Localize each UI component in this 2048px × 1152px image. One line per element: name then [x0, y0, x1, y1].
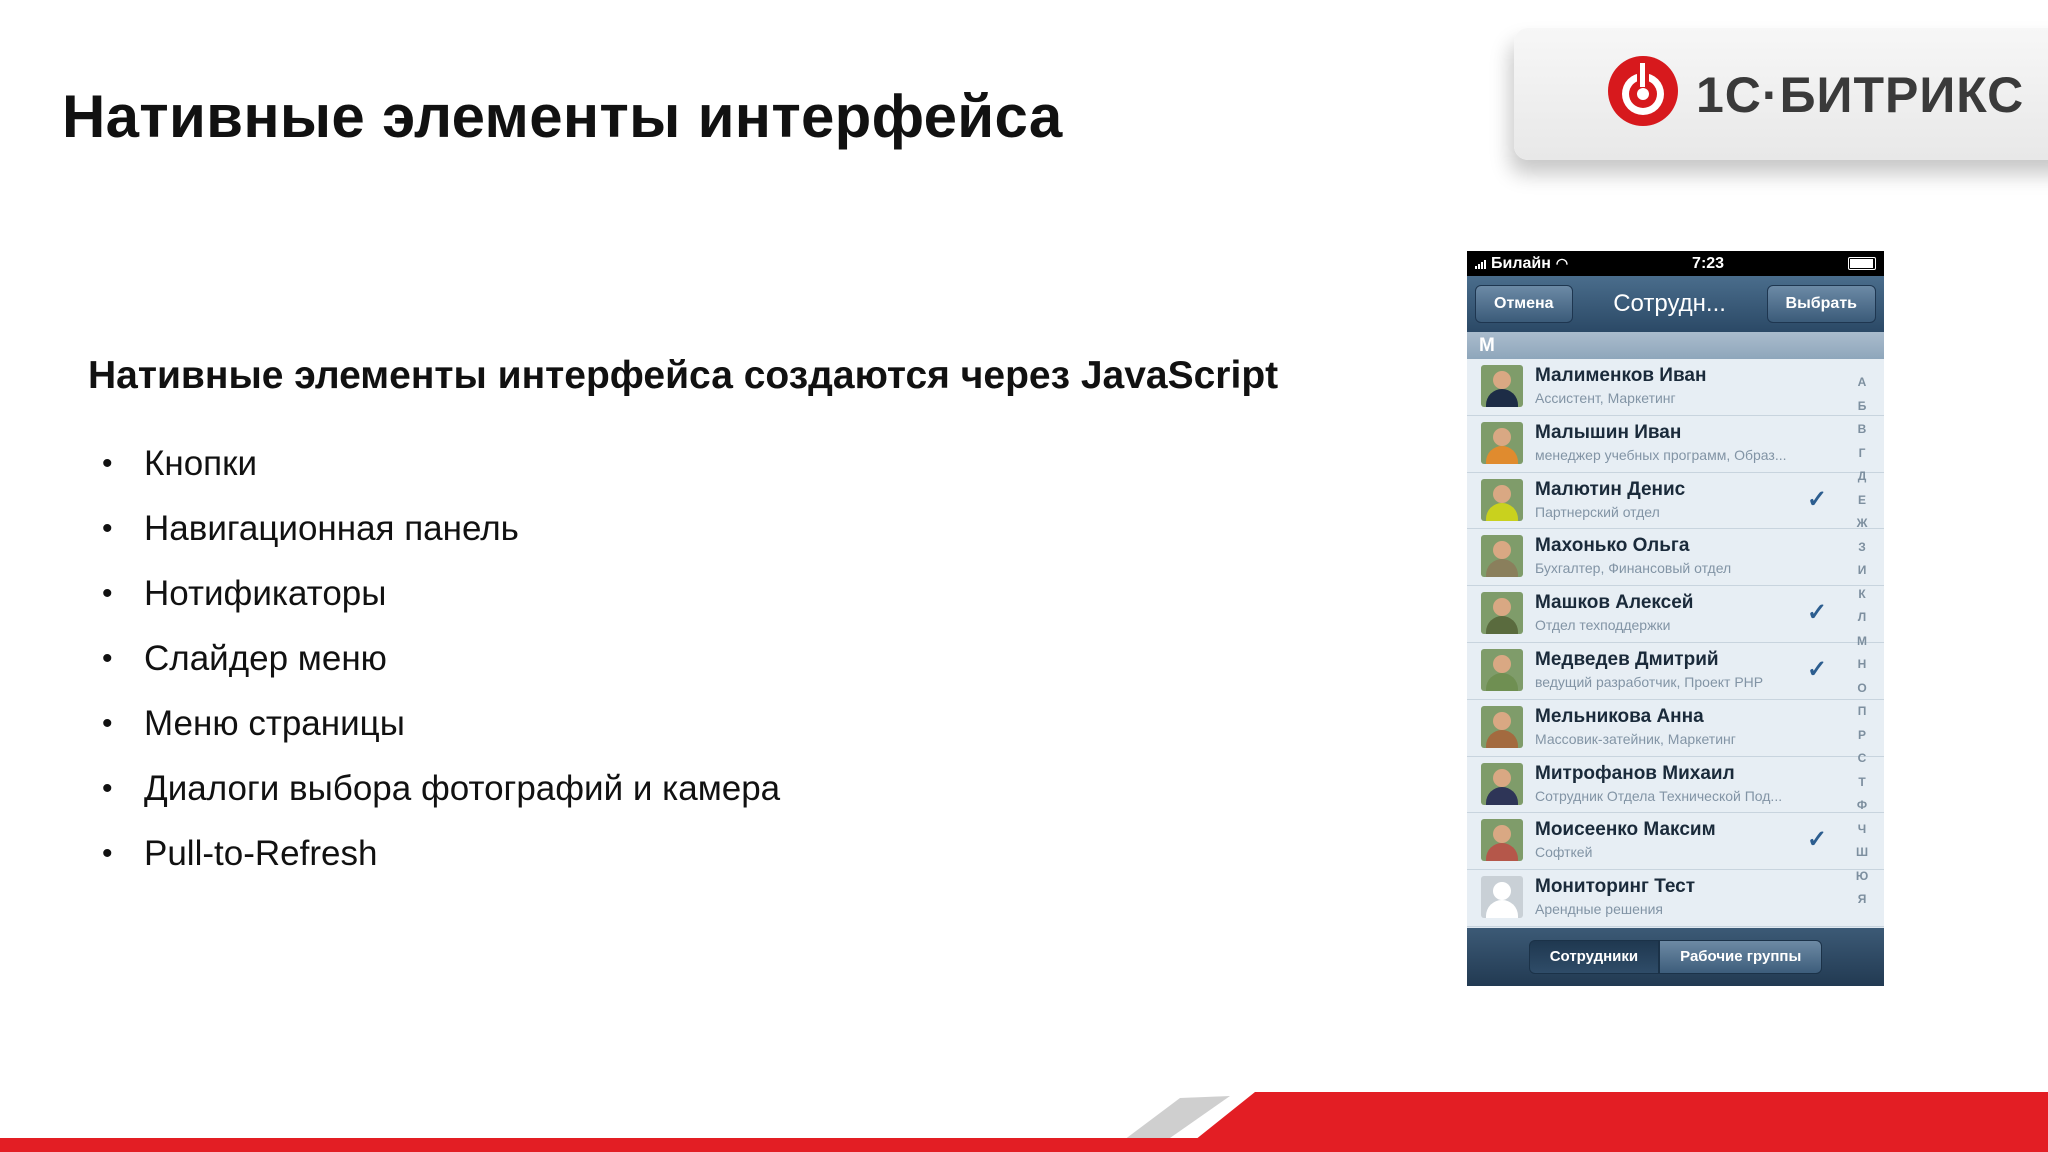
bullet-text: Кнопки — [144, 444, 257, 483]
slide-title: Нативные элементы интерфейса — [62, 83, 1063, 150]
bullet-item — [102, 568, 780, 633]
contact-name: Медведев Дмитрий — [1535, 648, 1719, 670]
navigation-bar — [1467, 276, 1884, 332]
contact-row[interactable] — [1467, 700, 1884, 757]
footer-band — [0, 1092, 2048, 1152]
tab-workgroups[interactable]: Рабочие группы — [1659, 940, 1822, 974]
bullet-text: Нотификаторы — [144, 574, 387, 613]
contact-position: Софткей — [1535, 844, 1593, 861]
section-header: М — [1467, 332, 1884, 359]
clock: 7:23 — [1692, 254, 1725, 272]
checkmark-icon: ✓ — [1807, 599, 1828, 627]
index-letter[interactable]: Р — [1857, 727, 1866, 742]
cancel-button[interactable]: Отмена — [1475, 285, 1573, 323]
index-letter[interactable]: Б — [1857, 398, 1867, 413]
contact-name: Машков Алексей — [1535, 592, 1694, 614]
avatar — [1481, 706, 1523, 748]
index-letter[interactable]: О — [1857, 680, 1867, 695]
contact-position: менеджер учебных программ, Образ... — [1535, 446, 1787, 463]
avatar — [1481, 365, 1523, 407]
index-letter[interactable]: Г — [1858, 445, 1866, 460]
bullet-icon: • — [102, 577, 113, 610]
tab-employees[interactable]: Сотрудники — [1529, 940, 1659, 974]
bullet-icon: • — [102, 772, 113, 805]
contact-row[interactable] — [1467, 586, 1884, 643]
index-letter[interactable]: Ж — [1856, 516, 1868, 530]
bullet-text: Навигационная панель — [144, 509, 519, 548]
contact-row[interactable] — [1467, 529, 1884, 586]
bullet-icon: • — [102, 707, 113, 740]
contact-name: Малышин Иван — [1535, 421, 1682, 443]
index-letter[interactable]: А — [1857, 375, 1867, 389]
index-letter[interactable]: Д — [1857, 469, 1867, 483]
footer-red-bar — [0, 1138, 2048, 1152]
bullet-item — [102, 698, 780, 763]
checkmark-icon: ✓ — [1807, 826, 1828, 854]
bullet-item — [102, 438, 780, 503]
index-letter[interactable]: Я — [1857, 892, 1867, 906]
index-letter[interactable]: М — [1857, 633, 1867, 648]
contact-position: Массовик-затейник, Маркетинг — [1535, 730, 1736, 747]
index-letter[interactable]: Е — [1857, 492, 1866, 507]
status-bar — [1467, 251, 1884, 276]
bullet-icon: • — [102, 837, 113, 870]
index-letter[interactable]: К — [1858, 586, 1866, 601]
logo-card — [1514, 28, 2048, 160]
nav-title: Сотрудн... — [1613, 290, 1726, 317]
bullet-text: Pull-to-Refresh — [144, 834, 378, 873]
bullet-icon: • — [102, 642, 113, 675]
bullet-icon: • — [102, 447, 113, 480]
slide-subtitle: Нативные элементы интерфейса создаются через JavaScript — [88, 354, 1279, 397]
contact-position: Сотрудник Отдела Технической Под... — [1535, 787, 1783, 804]
contact-list[interactable] — [1467, 359, 1884, 927]
contact-position: Партнерский отдел — [1535, 503, 1660, 520]
contact-row[interactable] — [1467, 359, 1884, 416]
contact-row[interactable] — [1467, 813, 1884, 870]
carrier-label: Билайн — [1491, 254, 1551, 272]
contact-row[interactable] — [1467, 473, 1884, 530]
phone-screenshot — [1467, 251, 1884, 986]
avatar — [1481, 819, 1523, 861]
contact-row[interactable] — [1467, 416, 1884, 473]
bullet-text: Слайдер меню — [144, 639, 387, 678]
index-letter[interactable]: Ч — [1857, 821, 1867, 836]
index-letter[interactable]: Ф — [1856, 798, 1868, 812]
bullet-list — [102, 438, 780, 893]
contact-position: Бухгалтер, Финансовый отдел — [1535, 560, 1732, 577]
index-letter[interactable]: Ю — [1855, 868, 1869, 883]
index-letter[interactable]: С — [1857, 751, 1867, 765]
index-letter[interactable]: Т — [1858, 774, 1866, 789]
bullet-item — [102, 633, 780, 698]
battery-icon — [1848, 257, 1876, 270]
contact-row[interactable] — [1467, 870, 1884, 927]
avatar — [1481, 479, 1523, 521]
checkmark-icon: ✓ — [1807, 485, 1828, 513]
alphabet-index[interactable] — [1852, 371, 1872, 912]
index-letter[interactable]: Ш — [1855, 845, 1869, 859]
contact-name: Малютин Денис — [1535, 478, 1686, 500]
bitrix-logo-icon — [1606, 53, 1680, 129]
contact-name: Мониторинг Тест — [1535, 876, 1696, 898]
avatar — [1481, 422, 1523, 464]
checkmark-icon: ✓ — [1807, 655, 1828, 683]
avatar — [1481, 763, 1523, 805]
bullet-item — [102, 828, 780, 893]
index-letter[interactable]: И — [1857, 563, 1867, 577]
contact-name: Мельникова Анна — [1535, 705, 1704, 727]
index-letter[interactable]: Н — [1857, 657, 1867, 671]
index-letter[interactable]: Л — [1857, 610, 1867, 624]
index-letter[interactable]: П — [1857, 704, 1867, 718]
contact-row[interactable] — [1467, 757, 1884, 814]
select-button[interactable]: Выбрать — [1767, 285, 1876, 323]
contact-position: Ассистент, Маркетинг — [1535, 390, 1676, 406]
wifi-icon: ◠ — [1555, 255, 1569, 271]
bullet-item — [102, 503, 780, 568]
segmented-control — [1467, 928, 1884, 986]
bullet-item — [102, 763, 780, 828]
contact-position: Отдел техподдержки — [1535, 617, 1671, 634]
avatar — [1481, 649, 1523, 691]
contact-name: Митрофанов Михаил — [1535, 762, 1735, 784]
contact-row[interactable] — [1467, 643, 1884, 700]
contact-name: Махонько Ольга — [1535, 535, 1690, 557]
contact-position: ведущий разработчик, Проект PHP — [1535, 673, 1764, 690]
index-letter[interactable]: В — [1857, 422, 1867, 436]
bullet-text: Диалоги выбора фотографий и камера — [144, 769, 781, 808]
avatar — [1481, 535, 1523, 577]
contact-position: Арендные решения — [1535, 901, 1664, 918]
logo-text: 1С·БИТРИКС — [1696, 67, 2025, 123]
bullet-text: Меню страницы — [144, 704, 405, 743]
bullet-icon: • — [102, 512, 113, 545]
contact-name: Малименков Иван — [1535, 365, 1707, 386]
avatar — [1481, 592, 1523, 634]
signal-icon — [1475, 259, 1486, 269]
contact-name: Моисеенко Максим — [1535, 819, 1716, 841]
index-letter[interactable]: З — [1858, 539, 1866, 554]
avatar — [1481, 876, 1523, 918]
